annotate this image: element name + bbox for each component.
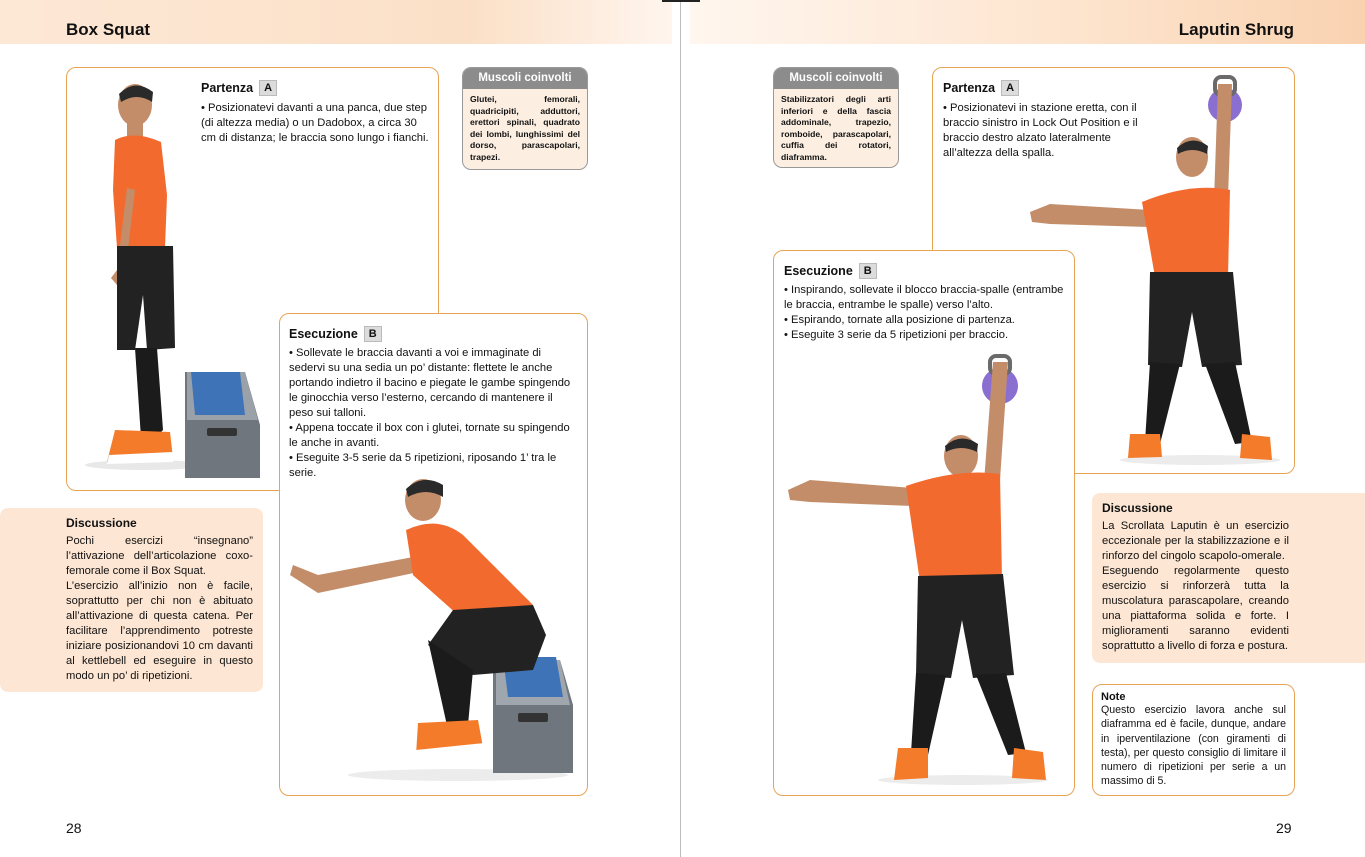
gutter-mark [662,0,700,2]
discussion-heading: Discussione [1102,501,1173,515]
execution-step-2: • Appena toccate il box con i glutei, tornate su spingendo le anche in avanti. [289,422,570,449]
discussion-text [1102,519,1289,654]
laputin-note-box [1092,684,1295,796]
execution-step-1: • Sollevate le braccia davanti a voi e immaginate di sedervi su una sedia un po’ distante: flettete le anche portando indietro il bacino e piegate le gambe spingendo le ginocchia verso l’esterno, cercando di mantenere il peso sui talloni. [289,347,571,419]
discussion-paragraph-1: La Scrollata Laputin è un esercizio eccezionale per la stabilizzazione e il rinforzo del cingolo scapolo-omerale. [1102,520,1289,562]
note-heading: Note [1101,691,1126,703]
start-badge: A [259,80,277,96]
note-text: Questo esercizio lavora anche sul diaframma ed è facile, dunque, andare in iperventilazione (con giramenti di testa), per questo consiglio di limitare il numero di ripetizioni per serie a un massimo di 5. [1101,704,1286,788]
muscles-text: Stabilizzatori degli arti inferiori e della fascia addominale, trapezio, romboide, parascapolari, cuffia dei rotatori, diaframma. [781,94,891,162]
page-gutter [680,0,681,857]
man-standing-side-photo [95,80,275,470]
discussion-text [66,534,253,684]
muscles-text: Glutei, femorali, quadricipiti, adduttori, erettori spinali, quadrato dei lombi, lunghissimi del dorso, parascapolari, trapezi. [470,94,580,162]
start-text: • Posizionatevi in stazione eretta, con il braccio sinistro in Lock Out Position e il braccio destro alzato lateralmente all’altezza della spalla. [943,102,1138,159]
execution-badge: B [859,263,877,279]
execution-text [784,283,1069,343]
left-page-title: Box Squat [66,20,151,39]
muscles-heading: Muscoli coinvolti [463,68,587,89]
start-heading [943,80,1019,96]
execution-badge: B [364,326,382,342]
right-page-number: 29 [1276,820,1292,836]
execution-heading-label: Esecuzione [289,327,358,341]
man-kettlebell-shrug-photo [788,350,1058,790]
laputin-discussion [1092,493,1365,663]
start-badge: A [1001,80,1019,96]
execution-text [289,346,579,481]
start-text: • Posizionatevi davanti a una panca, due step (di altezza media) o un Dadobox, a circa 30 cm di distanza; le braccia sono lungo i fianchi. [201,102,429,144]
execution-step-2: • Espirando, tornate alla posizione di partenza. [784,314,1015,326]
discussion-paragraph-2: Eseguendo regolarmente questo esercizio si rinforzerà tutta la muscolatura parascapolare, creando una piattaforma solida e forte. I miglioramenti saranno evidenti soprattutto a livello di forza e postura. [1102,565,1289,652]
execution-heading [784,263,877,279]
man-box-squat-photo [288,475,583,785]
box-squat-discussion [0,508,263,692]
muscles-heading: Muscoli coinvolti [774,68,898,89]
right-page-title: Laputin Shrug [1178,20,1294,39]
discussion-heading: Discussione [66,516,137,530]
start-heading-label: Partenza [201,81,254,95]
execution-step-3: • Eseguite 3-5 serie da 5 ripetizioni, riposando 1’ tra le serie. [289,452,557,479]
left-page-number: 28 [66,820,82,836]
aerobic-step-box [185,372,260,478]
execution-step-1: • Inspirando, sollevate il blocco braccia-spalle (entrambe le braccia, entrambe le spalle) verso l’alto. [784,284,1064,311]
execution-step-3: • Eseguite 3 serie da 5 ripetizioni per braccio. [784,329,1009,341]
execution-heading [289,326,382,342]
discussion-paragraph-2: L’esercizio all’inizio non è facile, soprattutto per chi non è abituato all’attivazione di questa catena. Per facilitare l’apprendimento potreste iniziare posizionandovi 10 cm davanti al kettlebell ed eseguire in questo modo un po’ di ripetizioni. [66,580,253,682]
execution-heading-label: Esecuzione [784,264,853,278]
aerobic-step-box [493,657,573,773]
discussion-paragraph-1: Pochi esercizi “insegnano” l’attivazione dell’articolazione coxo-femorale come il Box Squat. [66,535,253,577]
start-heading-label: Partenza [943,81,996,95]
box-squat-muscles-box [462,67,588,170]
laputin-muscles-box [773,67,899,168]
